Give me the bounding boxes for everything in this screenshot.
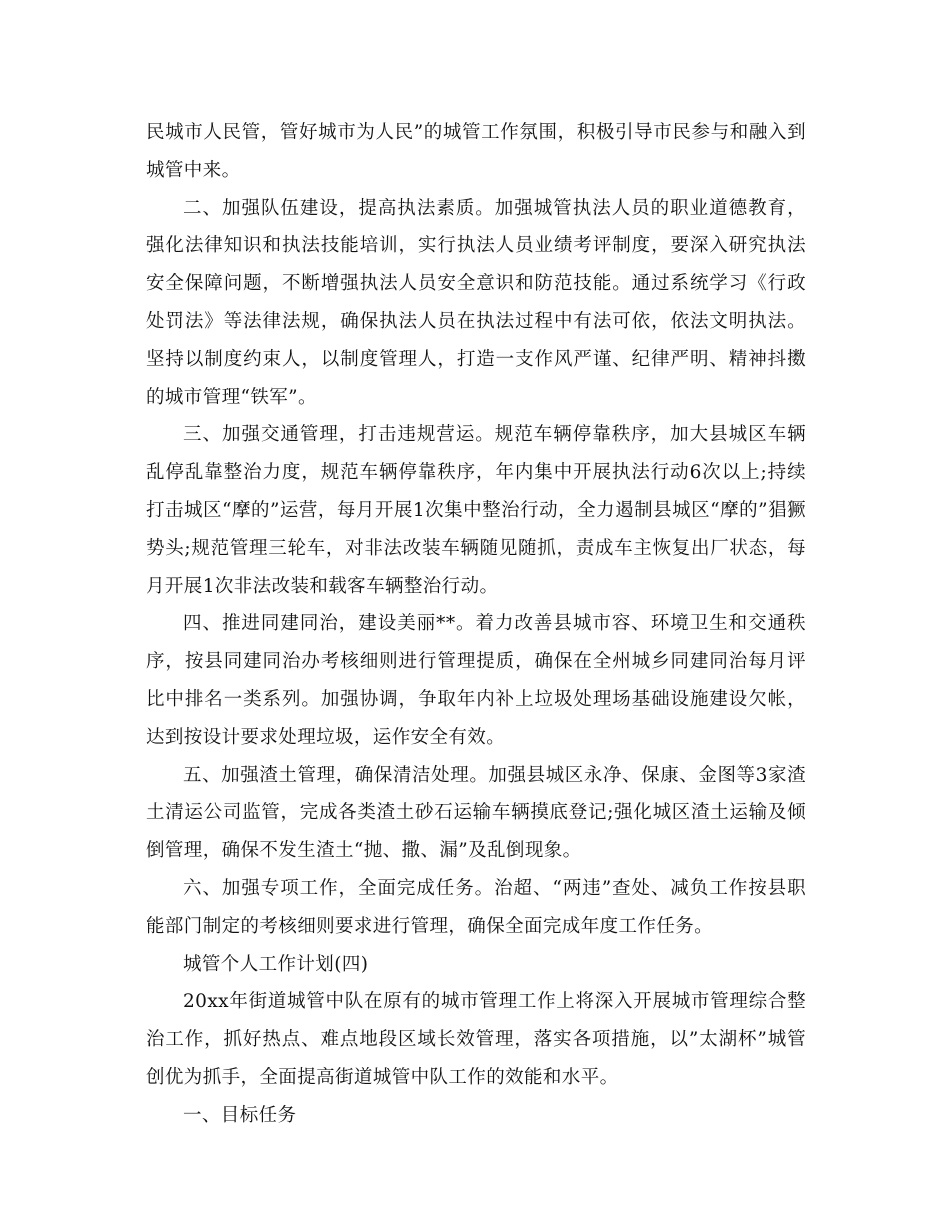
- paragraph-muck-management: 五、加强渣土管理，确保清洁处理。加强县城区永净、保康、金图等3家渣土清运公司监管，完成各类渣土砂石运输车辆摸底登记;强化城区渣土运输及倾倒管理，确保不发生渣土“抛、撒、漏”及乱倒现象。: [146, 764, 806, 862]
- paragraph-traffic-management: 三、加强交通管理，打击违规营运。规范车辆停靠秩序，加大县城区车辆乱停乱靠整治力度，规范车辆停靠秩序，年内集中开展执法行动6次以上;持续打击城区“摩的”运营，每月开展1次集中整治行动，全力遏制县城区“摩的”猖獗势头;规范管理三轮车，对非法改装车辆随见随抓，责成车主恢复出厂状态，每月开展1次非法改装和载客车辆整治行动。: [146, 424, 806, 597]
- paragraph-continuation: 民城市人民管，管好城市为人民”的城管工作氛围，积极引导市民参与和融入到城管中来。: [146, 122, 806, 181]
- section-subheading: 一、目标任务: [183, 1104, 297, 1126]
- paragraph-special-work: 六、加强专项工作，全面完成任务。治超、“两违”查处、减负工作按县职能部门制定的考核细则要求进行管理，确保全面完成年度工作任务。: [146, 877, 806, 937]
- section-heading: 城管个人工作计划(四): [183, 953, 369, 975]
- paragraph-intro: 20xx年街道城管中队在原有的城市管理工作上将深入开展城市管理综合整治工作，抓好热点、难点地段区域长效管理，落实各项措施，以”太湖杯”城管创优为抓手，全面提高街道城管中队工作的效能和水平。: [146, 991, 806, 1088]
- document-body: [146, 114, 806, 1135]
- paragraph-co-construction: 四、推进同建同治，建设美丽**。着力改善县城市容、环境卫生和交通秩序，按县同建同治办考核细则进行管理提质，确保在全州城乡同建同治每月评比中排名一类系列。加强协调，争取年内补上垃圾处理场基础设施建设欠帐，达到按设计要求处理垃圾，运作安全有效。: [146, 613, 806, 748]
- paragraph-team-building: 二、加强队伍建设，提高执法素质。加强城管执法人员的职业道德教育，强化法律知识和执法技能培训，实行执法人员业绩考评制度，要深入研究执法安全保障问题，不断增强执法人员安全意识和防范技能。通过系统学习《行政处罚法》等法律法规，确保执法人员在执法过程中有法可依，依法文明执法。坚持以制度约束人，以制度管理人，打造一支作风严谨、纪律严明、精神抖擞的城市管理“铁军”。: [146, 197, 806, 408]
